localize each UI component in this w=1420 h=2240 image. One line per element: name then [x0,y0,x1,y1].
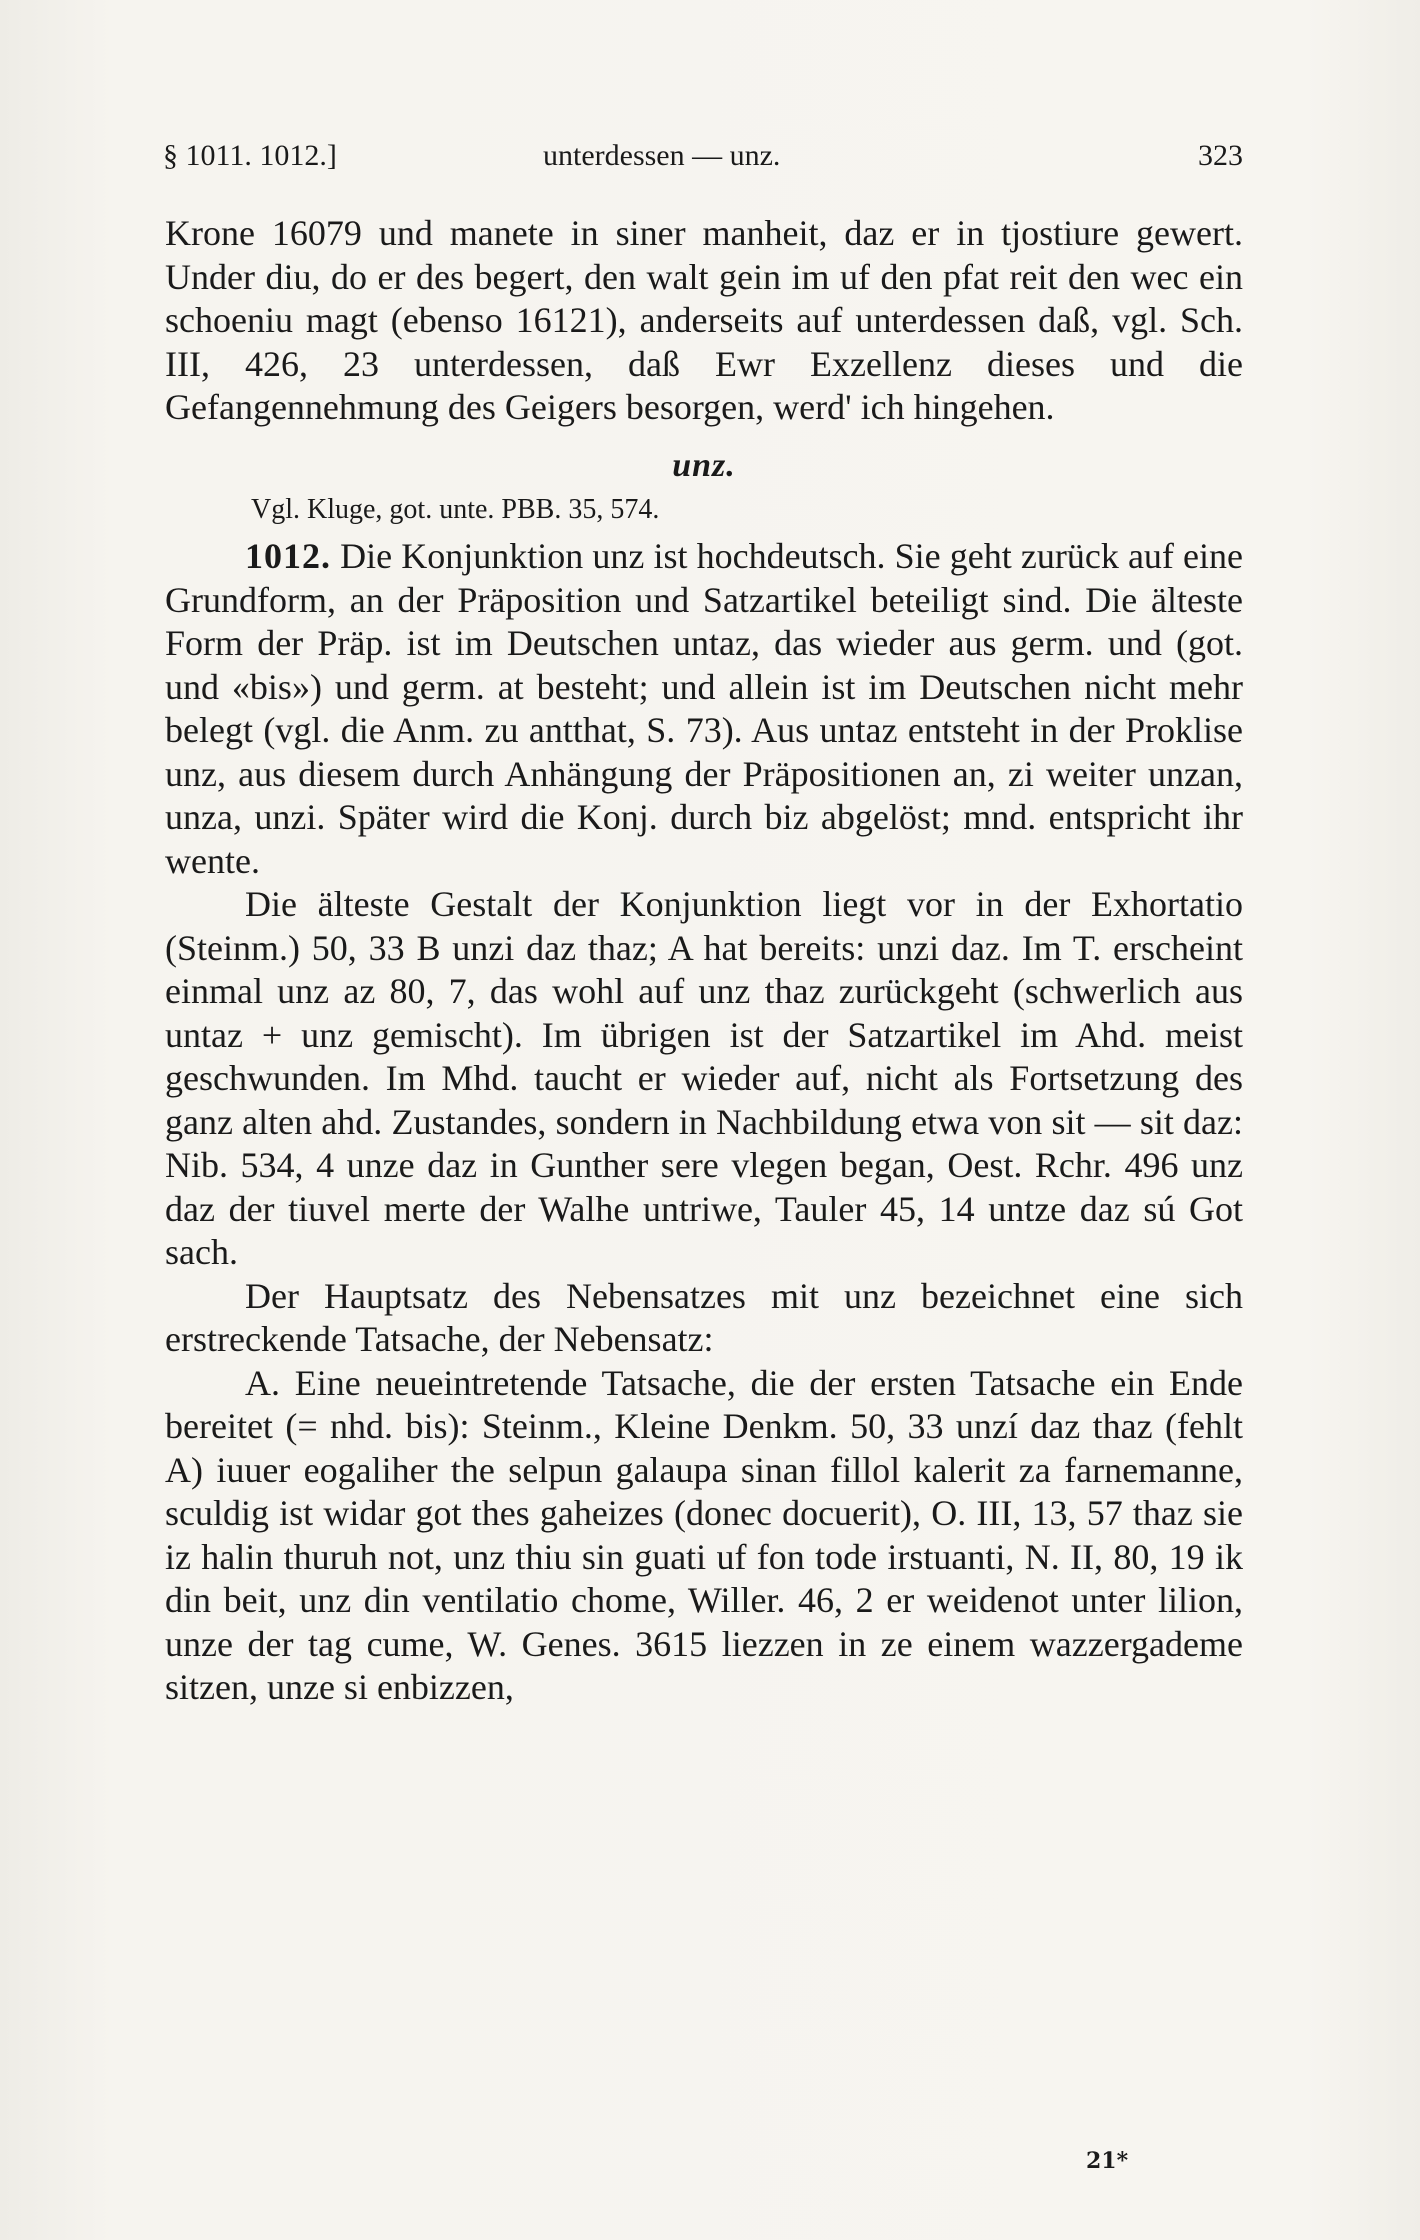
signature-mark: 21* [1086,2148,1129,2174]
section-paragraph [165,535,1243,883]
section-number: 1012. [245,536,331,576]
paragraph-case-a: A. Eine neueintretende Tatsache, die der ersten Tatsache ein Ende bereitet (= nhd. bis): Steinm., Kleine Denkm. 50, 33 unzí daz thaz (fehlt A) iuuer eogaliher the selpun galaupa sinan fillol kalerit za farnemanne, sculdig ist widar got thes gaheizes (donec docuerit), O. III, 13, 57 thaz sie iz halin thuruh not, unz thiu sin guati uf fon tode irstuanti, N. II, 80, 19 ik din beit, unz din ventilatio chome, Willer. 46, 2 er weidenot unter lilion, unze der tag cume, W. Genes. 3615 liezzen in ze einem wazzergademe sitzen, unze si enbizzen, [165,1362,1243,1707]
page-body [165,212,1243,1710]
paragraph-continuation: Krone 16079 und manete in siner manheit, daz er in tjostiure gewert. Under diu, do er des begert, den walt gein im uf den pfat reit den wec ein schoeniu magt (ebenso 16121), anderseits auf unterdessen daß, vgl. Sch. III, 426, 23 unterdessen, daß Ewr Exzellenz dieses und die Gefangennehmung des Geigers besorgen, werd' ich hingehen. [165,213,1243,427]
header-title: unterdessen — unz. [543,139,781,172]
running-header [163,136,1243,176]
page-number: 323 [1198,139,1243,172]
section-text: Die Konjunktion unz ist hochdeutsch. Sie geht zurück auf eine Grundform, an der Präposition und Satzartikel beteiligt sind. Die älteste Form der Präp. ist im Deutschen untaz, das wieder aus germ. und (got. und «bis») und germ. at besteht; und allein ist im Deutschen nicht mehr belegt (vgl. die Anm. zu antthat, S. 73). Aus untaz entsteht in der Proklise unz, aus diesem durch Anhängung der Präpositionen an, zi weiter unzan, unza, unzi. Später wird die Konj. durch biz abgelöst; mnd. entspricht ihr wente. [165,536,1243,881]
bibliographic-reference: Vgl. Kluge, got. unte. PBB. 35, 574. [251,494,660,525]
header-section-ref: § 1011. 1012.] [163,139,337,172]
paragraph-main-clause: Der Hauptsatz des Nebensatzes mit unz bezeichnet eine sich erstreckende Tatsache, der Nebensatz: [165,1275,1243,1359]
paragraph-earliest-form: Die älteste Gestalt der Konjunktion liegt vor in der Exhortatio (Steinm.) 50, 33 B unzi daz thaz; A hat bereits: unzi daz. Im T. erscheint einmal unz az 80, 7, das wohl auf unz thaz zurückgeht (schwerlich aus untaz + unz gemischt). Im übrigen ist der Satzartikel im Ahd. meist geschwunden. Im Mhd. taucht er wieder auf, nicht als Fortsetzung des ganz alten ahd. Zustandes, sondern in Nachbildung etwa von sit — sit daz: Nib. 534, 4 unze daz in Gunther sere vlegen began, Oest. Rchr. 496 unz daz der tiuvel merte der Walhe untriwe, Tauler 45, 14 untze daz sú Got sach. [165,884,1243,1272]
entry-heading: unz. [672,446,736,484]
